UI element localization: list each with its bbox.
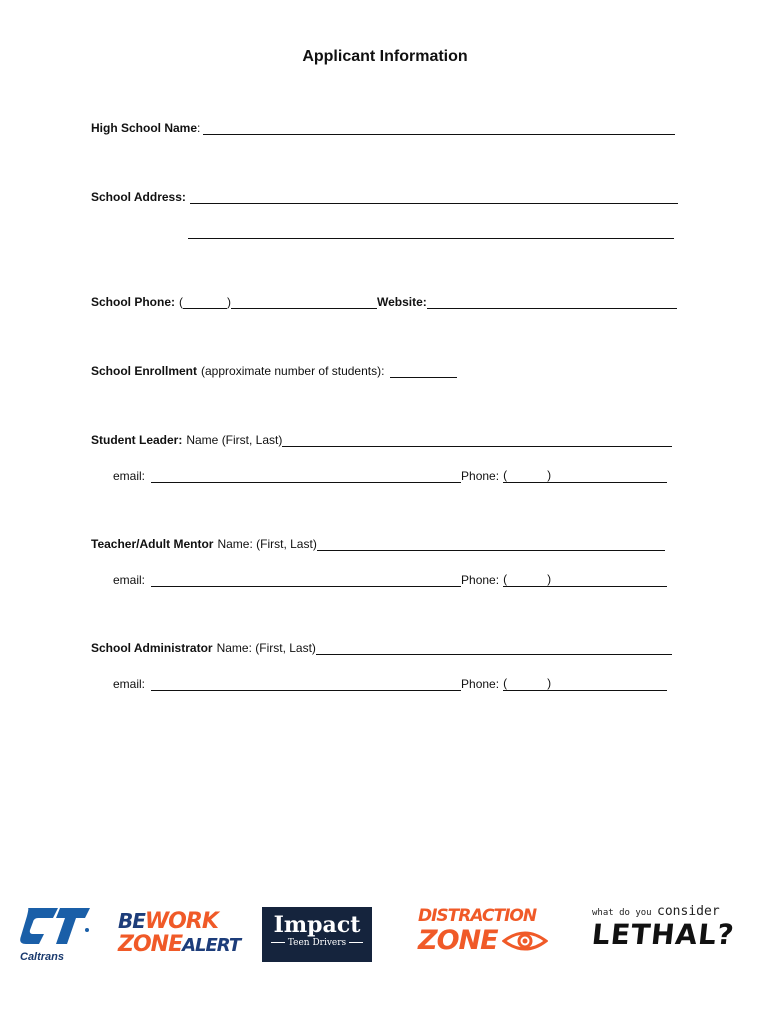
website-field[interactable] — [427, 296, 677, 309]
high-school-name-row — [91, 121, 675, 135]
student-leader-contact-row — [113, 468, 667, 483]
high-school-name-field[interactable] — [203, 122, 675, 135]
school-address-row-2 — [188, 226, 674, 239]
school-address-row — [91, 190, 678, 204]
enrollment-row — [91, 364, 457, 378]
lethal-tagline-2: consider — [657, 904, 720, 919]
lethal-tagline-1: what do you — [592, 908, 652, 918]
enrollment-note: (approximate number of students): — [201, 364, 385, 378]
sponsor-logos — [0, 890, 770, 980]
school-administrator-name-field[interactable] — [316, 642, 672, 655]
school-area-code-field[interactable] — [183, 296, 227, 309]
phone-area-code-field[interactable] — [503, 572, 551, 587]
high-school-name-label: High School Name — [91, 121, 198, 135]
area-code-open: ( — [503, 572, 508, 586]
email-label: email: — [113, 469, 146, 483]
student-leader-name-label: Name (First, Last) — [186, 433, 283, 447]
school-administrator-contact-row — [113, 676, 667, 691]
caltrans-emblem-icon — [20, 904, 92, 948]
colon: : — [197, 121, 201, 135]
student-leader-label: Student Leader: — [91, 433, 183, 447]
area-code-open: ( — [503, 468, 508, 482]
student-leader-row — [91, 433, 672, 447]
school-administrator-label: School Administrator — [91, 641, 213, 655]
teacher-mentor-name-field[interactable] — [317, 538, 665, 551]
phone-label: Phone: — [461, 677, 500, 691]
caltrans-wordmark: Caltrans — [20, 951, 65, 963]
wz-be: BE — [118, 909, 145, 933]
student-leader-name-field[interactable] — [282, 434, 672, 447]
school-administrator-email-field[interactable] — [151, 678, 461, 691]
teacher-mentor-row — [91, 537, 665, 551]
phone-area-code-field[interactable] — [503, 468, 551, 483]
lethal-word: LETHAL? — [590, 918, 737, 951]
wz-work: WORK — [144, 909, 218, 934]
area-code-open: ( — [179, 295, 183, 309]
eye-icon — [502, 929, 548, 953]
website-label: Website: — [377, 295, 427, 309]
page-title: Applicant Information — [302, 48, 468, 65]
area-code-close: ) — [547, 676, 552, 690]
school-phone-row — [91, 295, 677, 309]
consider-lethal-logo — [592, 904, 742, 964]
teacher-mentor-name-label: Name: (First, Last) — [217, 537, 317, 551]
area-code-close: ) — [547, 572, 552, 586]
school-address-field-1[interactable] — [190, 191, 678, 204]
email-label: email: — [113, 573, 146, 587]
impact-teen-drivers-logo — [262, 907, 372, 962]
wz-alert: ALERT — [182, 935, 241, 956]
school-administrator-phone-field[interactable] — [551, 678, 667, 691]
phone-label: Phone: — [461, 573, 500, 587]
school-administrator-row — [91, 641, 672, 655]
student-leader-phone-field[interactable] — [551, 470, 667, 483]
school-address-label: School Address: — [91, 190, 186, 204]
zone-text: ZONE — [418, 925, 498, 956]
teacher-mentor-label: Teacher/Adult Mentor — [91, 537, 214, 551]
teacher-mentor-email-field[interactable] — [151, 574, 461, 587]
teacher-mentor-phone-field[interactable] — [551, 574, 667, 587]
phone-label: Phone: — [461, 469, 500, 483]
wz-zone: ZONE — [118, 932, 183, 957]
school-administrator-name-label: Name: (First, Last) — [216, 641, 316, 655]
student-leader-email-field[interactable] — [151, 470, 461, 483]
distraction-zone-logo — [418, 906, 558, 962]
be-work-zone-alert-logo — [118, 909, 241, 960]
caltrans-logo — [20, 904, 92, 964]
email-label: email: — [113, 677, 146, 691]
school-phone-label: School Phone: — [91, 295, 175, 309]
impact-subtitle: Teen Drivers — [262, 938, 372, 948]
enrollment-label: School Enrollment — [91, 364, 198, 378]
area-code-close: ) — [547, 468, 552, 482]
distraction-text: DISTRACTION — [418, 906, 537, 926]
school-phone-field[interactable] — [231, 296, 377, 309]
area-code-close: ) — [227, 295, 231, 309]
phone-area-code-field[interactable] — [503, 676, 551, 691]
enrollment-field[interactable] — [390, 365, 457, 378]
teacher-mentor-contact-row — [113, 572, 667, 587]
impact-title: Impact — [273, 912, 361, 938]
school-address-field-2[interactable] — [188, 226, 674, 239]
area-code-open: ( — [503, 676, 508, 690]
